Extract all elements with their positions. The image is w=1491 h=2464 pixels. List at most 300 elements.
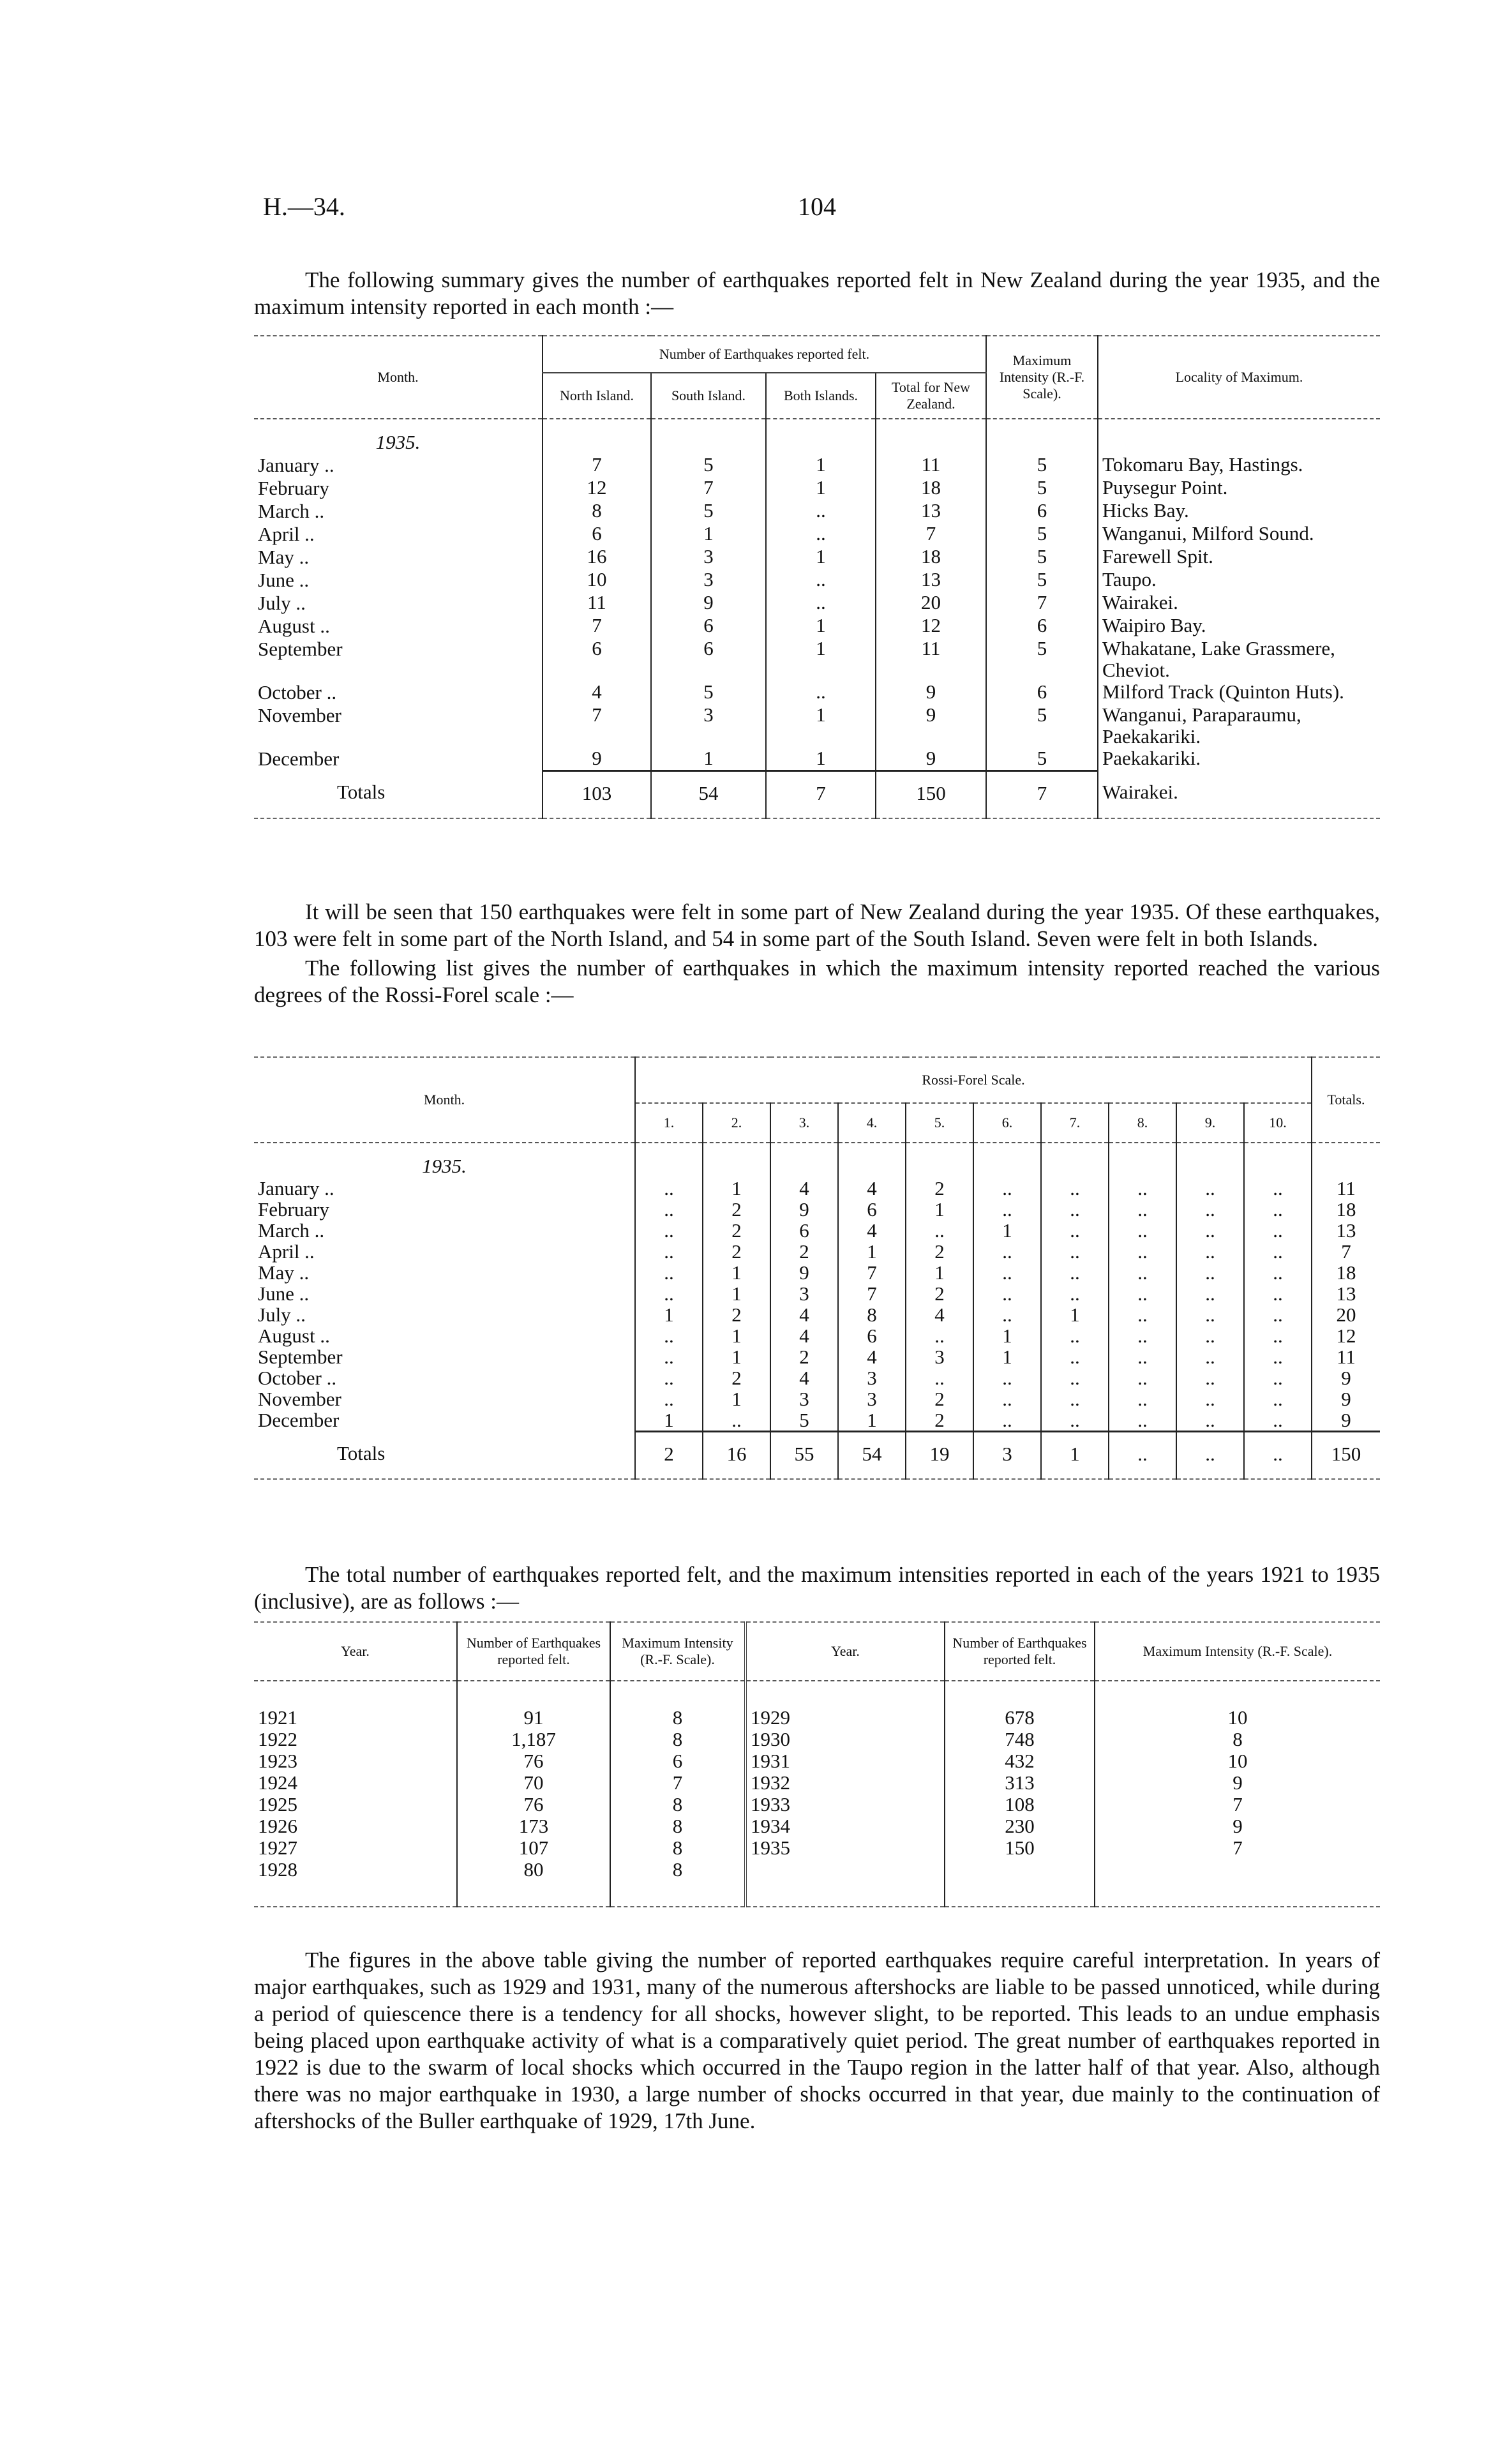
month: May .. (258, 546, 310, 568)
scale-9-count: .. (1176, 1220, 1244, 1241)
table-row (254, 569, 1380, 592)
scale-7-count: .. (1041, 1388, 1109, 1409)
scale-2-count: 2 (703, 1241, 770, 1262)
total: 20 (876, 592, 986, 615)
max-intensity: 10 (1095, 1707, 1380, 1729)
scale-7-count: .. (1041, 1409, 1109, 1432)
locality: Milford Track (Quinton Huts). (1098, 681, 1380, 704)
max-intensity: 8 (610, 1815, 746, 1837)
south-island: 5 (651, 454, 766, 477)
spacer-cell (746, 1881, 945, 1907)
max-intensity: 9 (1095, 1815, 1380, 1837)
earthquake-count: 748 (945, 1729, 1095, 1750)
total: 18 (876, 477, 986, 500)
spacer-cell (1095, 1881, 1380, 1907)
scale-6-count: 1 (973, 1346, 1041, 1367)
spacer-cell (945, 1881, 1095, 1907)
earthquake-count (945, 1859, 1095, 1881)
total: 13 (876, 500, 986, 523)
table-row (254, 615, 1380, 638)
table-row (254, 1772, 1380, 1794)
header-group: Rossi-Forel Scale. (635, 1057, 1312, 1103)
scale-7-count: .. (1041, 1220, 1109, 1241)
scale-10-count: .. (1244, 1367, 1312, 1388)
scale-4-count: 8 (838, 1304, 906, 1325)
scale-8-count: .. (1109, 1220, 1176, 1241)
scale-5-count: 2 (906, 1241, 973, 1262)
scale-3-count: 9 (770, 1262, 838, 1283)
scale-8-count: .. (1109, 1241, 1176, 1262)
spacer-cell (746, 1681, 945, 1707)
month: February (258, 477, 329, 499)
header-group: Number of Earthquakes reported felt. (543, 336, 986, 373)
max-intensity (1095, 1859, 1380, 1881)
empty-cell (651, 419, 766, 454)
total: 7 (1312, 1241, 1380, 1262)
scale-2-count: 1 (703, 1178, 770, 1199)
header-scale-5: 5. (906, 1103, 973, 1143)
both-islands: .. (766, 592, 876, 615)
year: 1930 (746, 1729, 945, 1750)
empty-cell (906, 1143, 973, 1178)
document-reference: H.—34. (263, 192, 345, 221)
header-number: Number of Earthquakes reported felt. (945, 1622, 1095, 1681)
total: 9 (876, 747, 986, 770)
scale-7-count: .. (1041, 1283, 1109, 1304)
spacer-cell (457, 1881, 610, 1907)
scale-1-count: .. (635, 1199, 703, 1220)
scale-6-count: .. (973, 1283, 1041, 1304)
both-islands: .. (766, 681, 876, 704)
totals-value: .. (1244, 1432, 1312, 1480)
month: December (258, 747, 340, 770)
scale-8-count: .. (1109, 1367, 1176, 1388)
table-row (254, 1346, 1380, 1367)
scale-2-count: 1 (703, 1388, 770, 1409)
total: 7 (876, 523, 986, 546)
month: June .. (258, 1282, 310, 1305)
scale-10-count: .. (1244, 1304, 1312, 1325)
totals-value: 3 (973, 1432, 1041, 1480)
scale-9-count: .. (1176, 1304, 1244, 1325)
scale-10-count: .. (1244, 1262, 1312, 1283)
scale-9-count: .. (1176, 1178, 1244, 1199)
header-month: Month. (254, 336, 543, 419)
scale-3-count: 4 (770, 1178, 838, 1199)
scale-6-count: .. (973, 1304, 1041, 1325)
south-island: 6 (651, 638, 766, 681)
total: 12 (1312, 1325, 1380, 1346)
totals-locality: Wairakei. (1098, 770, 1380, 818)
table-row (254, 1794, 1380, 1815)
scale-3-count: 5 (770, 1409, 838, 1432)
totals-value: 2 (635, 1432, 703, 1480)
earthquake-count: 70 (457, 1772, 610, 1794)
scale-1-count: .. (635, 1220, 703, 1241)
scale-9-count: .. (1176, 1262, 1244, 1283)
total: 9 (876, 681, 986, 704)
south-island: 7 (651, 477, 766, 500)
scale-2-count: 1 (703, 1346, 770, 1367)
max-intensity: 7 (610, 1772, 746, 1794)
header-scale-3: 3. (770, 1103, 838, 1143)
interpretation-paragraph (254, 1947, 1380, 2135)
scale-3-count: 4 (770, 1367, 838, 1388)
scale-2-count: 2 (703, 1199, 770, 1220)
total: 9 (1312, 1367, 1380, 1388)
scale-10-count: .. (1244, 1241, 1312, 1262)
year-label: 1935. (422, 1155, 467, 1177)
scale-10-count: .. (1244, 1178, 1312, 1199)
total: 11 (876, 454, 986, 477)
locality: Wanganui, Paraparaumu, Paekakariki. (1098, 704, 1380, 747)
scale-2-count: 1 (703, 1262, 770, 1283)
year: 1926 (258, 1815, 297, 1837)
earthquake-count: 107 (457, 1837, 610, 1859)
north-island: 4 (543, 681, 651, 704)
month: October .. (258, 681, 337, 703)
scale-8-count: .. (1109, 1262, 1176, 1283)
north-island: 6 (543, 638, 651, 681)
scale-5-count: 3 (906, 1346, 973, 1367)
locality: Puysegur Point. (1098, 477, 1380, 500)
page-number: 104 (798, 192, 836, 221)
header-scale-4: 4. (838, 1103, 906, 1143)
both-islands: 1 (766, 477, 876, 500)
empty-cell (838, 1143, 906, 1178)
year: 1927 (258, 1837, 297, 1859)
month: July .. (258, 592, 306, 614)
yearly-table (254, 1621, 1380, 1907)
empty-cell (1098, 419, 1380, 454)
scale-6-count: .. (973, 1409, 1041, 1432)
header-max-intensity: Maximum Intensity (R.-F. Scale). (1095, 1622, 1380, 1681)
year: 1931 (746, 1750, 945, 1772)
table-row (254, 1388, 1380, 1409)
both-islands: 1 (766, 747, 876, 770)
south-island: 3 (651, 569, 766, 592)
north-island: 7 (543, 454, 651, 477)
south-island: 1 (651, 523, 766, 546)
scale-2-count: .. (703, 1409, 770, 1432)
scale-3-count: 6 (770, 1220, 838, 1241)
year: 1935 (746, 1837, 945, 1859)
total: 11 (876, 638, 986, 681)
scale-5-count: 2 (906, 1178, 973, 1199)
both-islands: .. (766, 523, 876, 546)
month: December (258, 1409, 340, 1431)
month: March .. (258, 1219, 325, 1242)
scale-2-count: 1 (703, 1283, 770, 1304)
scale-10-count: .. (1244, 1325, 1312, 1346)
earthquake-count: 76 (457, 1794, 610, 1815)
table-row (254, 1241, 1380, 1262)
max-intensity: 7 (1095, 1837, 1380, 1859)
month: April .. (258, 1240, 315, 1263)
scale-10-count: .. (1244, 1199, 1312, 1220)
south-island: 5 (651, 500, 766, 523)
totals-value: 55 (770, 1432, 838, 1480)
scale-10-count: .. (1244, 1220, 1312, 1241)
year-label-row (254, 419, 1380, 454)
empty-cell (635, 1143, 703, 1178)
total: 13 (876, 569, 986, 592)
month: October .. (258, 1367, 337, 1389)
max-intensity: 5 (986, 638, 1098, 681)
empty-cell (876, 419, 986, 454)
header-north: North Island. (543, 373, 651, 419)
earthquake-count: 1,187 (457, 1729, 610, 1750)
header-scale-8: 8. (1109, 1103, 1176, 1143)
month: January .. (258, 1177, 334, 1199)
year: 1933 (746, 1794, 945, 1815)
monthly-summary-table (254, 335, 1380, 819)
total: 9 (1312, 1409, 1380, 1432)
table-row (254, 1367, 1380, 1388)
scale-4-count: 7 (838, 1262, 906, 1283)
total: 18 (1312, 1262, 1380, 1283)
table-row (254, 1220, 1380, 1241)
header-both: Both Islands. (766, 373, 876, 419)
scale-9-count: .. (1176, 1325, 1244, 1346)
scale-7-count: .. (1041, 1199, 1109, 1220)
totals-both-islands: 7 (766, 770, 876, 818)
scale-6-count: .. (973, 1367, 1041, 1388)
yearly-intro-paragraph (254, 1561, 1380, 1615)
summary-paragraph (254, 899, 1380, 1009)
scale-8-count: .. (1109, 1283, 1176, 1304)
locality: Hicks Bay. (1098, 500, 1380, 523)
empty-cell (543, 419, 651, 454)
totals-value: 1 (1041, 1432, 1109, 1480)
scale-4-count: 6 (838, 1199, 906, 1220)
year-label-row (254, 1143, 1380, 1178)
header-scale-7: 7. (1041, 1103, 1109, 1143)
table-row (254, 592, 1380, 615)
south-island: 6 (651, 615, 766, 638)
scale-9-count: .. (1176, 1346, 1244, 1367)
year: 1934 (746, 1815, 945, 1837)
empty-cell (703, 1143, 770, 1178)
max-intensity: 9 (1095, 1772, 1380, 1794)
scale-8-count: .. (1109, 1346, 1176, 1367)
scale-2-count: 1 (703, 1325, 770, 1346)
scale-9-count: .. (1176, 1367, 1244, 1388)
total: 20 (1312, 1304, 1380, 1325)
both-islands: 1 (766, 704, 876, 747)
totals-north-island: 103 (543, 770, 651, 818)
total: 12 (876, 615, 986, 638)
table-row (254, 681, 1380, 704)
max-intensity: 5 (986, 477, 1098, 500)
scale-3-count: 4 (770, 1304, 838, 1325)
rossi-forel-intro-text: The following list gives the number of earthquakes in which the maximum intensity reported reached the various degrees of the Rossi-Forel scale :— (254, 956, 1380, 1007)
scale-3-count: 3 (770, 1388, 838, 1409)
total: 11 (1312, 1346, 1380, 1367)
header-south: South Island. (651, 373, 766, 419)
totals-value: .. (1176, 1432, 1244, 1480)
spacer-cell (610, 1881, 746, 1907)
month: September (258, 638, 343, 660)
header-locality: Locality of Maximum. (1098, 336, 1380, 419)
max-intensity: 10 (1095, 1750, 1380, 1772)
scale-1-count: 1 (635, 1304, 703, 1325)
scale-4-count: 3 (838, 1367, 906, 1388)
scale-2-count: 2 (703, 1367, 770, 1388)
month: March .. (258, 500, 325, 522)
scale-3-count: 9 (770, 1199, 838, 1220)
table-row (254, 523, 1380, 546)
empty-cell (1244, 1143, 1312, 1178)
scale-8-count: .. (1109, 1409, 1176, 1432)
month: January .. (258, 454, 334, 476)
header-scale-10: 10. (1244, 1103, 1312, 1143)
scale-9-count: .. (1176, 1199, 1244, 1220)
scale-3-count: 2 (770, 1241, 838, 1262)
scale-7-count: .. (1041, 1178, 1109, 1199)
max-intensity: 8 (1095, 1729, 1380, 1750)
north-island: 8 (543, 500, 651, 523)
totals-value: 150 (1312, 1432, 1380, 1480)
both-islands: 1 (766, 638, 876, 681)
earthquake-count: 150 (945, 1837, 1095, 1859)
scale-9-count: .. (1176, 1409, 1244, 1432)
locality: Whakatane, Lake Grassmere, Cheviot. (1098, 638, 1380, 681)
scale-1-count: .. (635, 1178, 703, 1199)
north-island: 12 (543, 477, 651, 500)
totals-value: 19 (906, 1432, 973, 1480)
max-intensity: 5 (986, 569, 1098, 592)
empty-cell (1176, 1143, 1244, 1178)
max-intensity: 5 (986, 747, 1098, 770)
table-row (254, 1262, 1380, 1283)
scale-4-count: 7 (838, 1283, 906, 1304)
scale-5-count: 4 (906, 1304, 973, 1325)
north-island: 16 (543, 546, 651, 569)
intro-paragraph (254, 267, 1380, 320)
earthquake-count: 432 (945, 1750, 1095, 1772)
year: 1932 (746, 1772, 945, 1794)
spacer-cell (610, 1681, 746, 1707)
south-island: 3 (651, 546, 766, 569)
total: 13 (1312, 1283, 1380, 1304)
scale-6-count: 1 (973, 1220, 1041, 1241)
month: August .. (258, 615, 330, 637)
max-intensity: 7 (986, 592, 1098, 615)
north-island: 9 (543, 747, 651, 770)
table-row (254, 1815, 1380, 1837)
table-row (254, 1178, 1380, 1199)
scale-1-count: .. (635, 1346, 703, 1367)
scale-7-count: .. (1041, 1346, 1109, 1367)
table-row (254, 1283, 1380, 1304)
scale-10-count: .. (1244, 1283, 1312, 1304)
header-number: Number of Earthquakes reported felt. (457, 1622, 610, 1681)
year: 1924 (258, 1771, 297, 1794)
both-islands: .. (766, 569, 876, 592)
header-month: Month. (254, 1057, 635, 1143)
empty-cell (1041, 1143, 1109, 1178)
scale-5-count: .. (906, 1367, 973, 1388)
scale-4-count: 3 (838, 1388, 906, 1409)
totals-value: 16 (703, 1432, 770, 1480)
month: July .. (258, 1303, 306, 1326)
max-intensity: 8 (610, 1707, 746, 1729)
scale-6-count: .. (973, 1388, 1041, 1409)
table-row (254, 747, 1380, 770)
table-row (254, 1729, 1380, 1750)
month: June .. (258, 569, 310, 591)
scale-5-count: 2 (906, 1409, 973, 1432)
header-scale-1: 1. (635, 1103, 703, 1143)
scale-4-count: 4 (838, 1178, 906, 1199)
header-max-intensity: Maximum Intensity (R.-F. Scale). (986, 336, 1098, 419)
scale-4-count: 4 (838, 1346, 906, 1367)
max-intensity: 5 (986, 454, 1098, 477)
earthquake-count: 108 (945, 1794, 1095, 1815)
locality: Paekakariki. (1098, 747, 1380, 770)
year: 1925 (258, 1793, 297, 1815)
spacer-cell (945, 1681, 1095, 1707)
scale-7-count: .. (1041, 1241, 1109, 1262)
scale-3-count: 4 (770, 1325, 838, 1346)
scale-8-count: .. (1109, 1388, 1176, 1409)
scale-1-count: .. (635, 1325, 703, 1346)
year (746, 1859, 945, 1881)
total: 18 (1312, 1199, 1380, 1220)
scale-5-count: .. (906, 1220, 973, 1241)
scale-3-count: 2 (770, 1346, 838, 1367)
total: 9 (1312, 1388, 1380, 1409)
north-island: 7 (543, 704, 651, 747)
table-row (254, 1837, 1380, 1859)
total: 13 (1312, 1220, 1380, 1241)
earthquake-count: 313 (945, 1772, 1095, 1794)
scale-8-count: .. (1109, 1325, 1176, 1346)
total: 18 (876, 546, 986, 569)
scale-5-count: 2 (906, 1388, 973, 1409)
totals-row (254, 770, 1380, 818)
locality: Wairakei. (1098, 592, 1380, 615)
scale-5-count: .. (906, 1325, 973, 1346)
locality: Farewell Spit. (1098, 546, 1380, 569)
earthquake-count: 76 (457, 1750, 610, 1772)
south-island: 1 (651, 747, 766, 770)
total: 9 (876, 704, 986, 747)
totals-value: .. (1109, 1432, 1176, 1480)
totals-value: 54 (838, 1432, 906, 1480)
empty-cell (973, 1143, 1041, 1178)
max-intensity: 6 (986, 500, 1098, 523)
scale-6-count: .. (973, 1241, 1041, 1262)
table-row (254, 1325, 1380, 1346)
scale-1-count: .. (635, 1283, 703, 1304)
south-island: 9 (651, 592, 766, 615)
table-row (254, 477, 1380, 500)
scale-1-count: .. (635, 1388, 703, 1409)
both-islands: .. (766, 500, 876, 523)
month: April .. (258, 523, 315, 545)
scale-1-count: 1 (635, 1409, 703, 1432)
year-label: 1935. (375, 431, 421, 453)
table-row (254, 1707, 1380, 1729)
header-total: Total for New Zealand. (876, 373, 986, 419)
max-intensity: 6 (986, 615, 1098, 638)
max-intensity: 8 (610, 1794, 746, 1815)
spacer-cell (254, 1881, 457, 1907)
spacer-cell (1095, 1681, 1380, 1707)
scale-5-count: 1 (906, 1199, 973, 1220)
